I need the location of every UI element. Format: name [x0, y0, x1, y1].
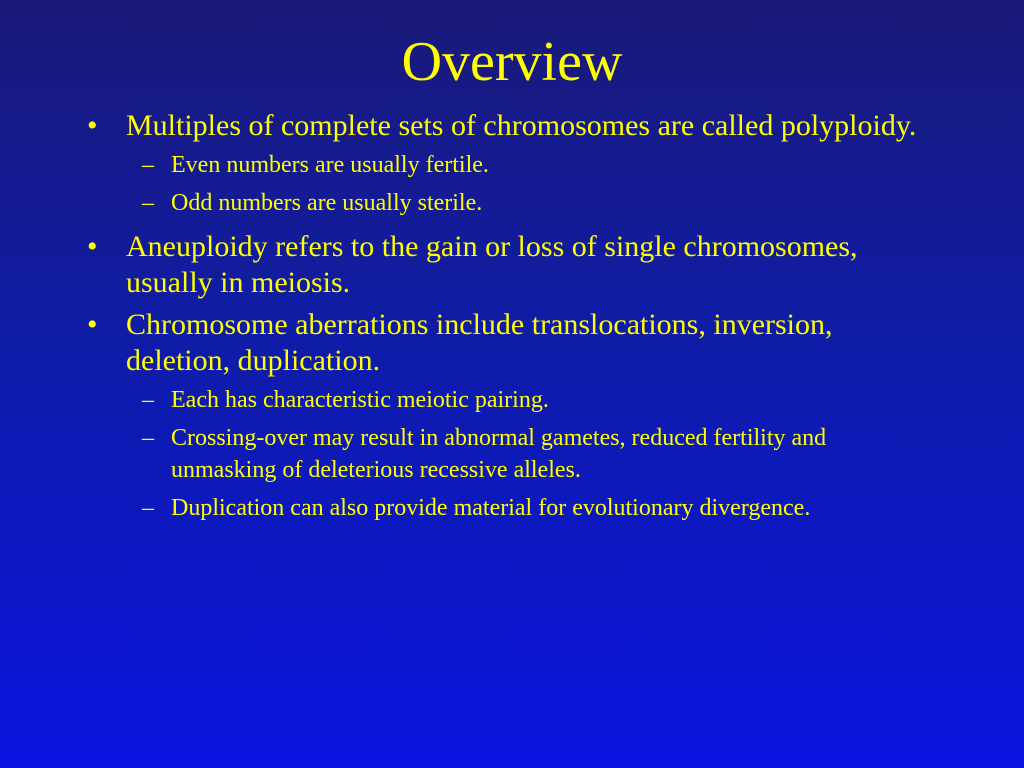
bullet-marker: •: [87, 308, 98, 341]
bullet-text: Aneuploidy refers to the gain or loss of single chromosomes, usually in meiosis.: [126, 230, 858, 299]
sub-bullet-text: Crossing-over may result in abnormal gametes, reduced fertility and unmasking of deleterious recessive alleles.: [171, 425, 827, 483]
bullet-text: Chromosome aberrations include translocations, inversion, deletion, duplication.: [126, 308, 833, 377]
dash-marker: –: [142, 495, 154, 521]
bullet-item: [82, 108, 942, 219]
sub-bullet-text: Odd numbers are usually sterile.: [171, 190, 483, 216]
sub-bullet-item: [126, 422, 942, 486]
bullet-item: [82, 307, 942, 524]
sub-bullet-item: [126, 149, 942, 181]
sub-bullet-list: [126, 384, 942, 524]
sub-bullet-item: [126, 187, 942, 219]
bullet-item: [82, 229, 942, 301]
sub-bullet-text: Duplication can also provide material for evolutionary divergence.: [171, 495, 811, 521]
slide-title: Overview: [401, 31, 623, 93]
bullet-text: Multiples of complete sets of chromosomes are called polyploidy.: [126, 109, 917, 142]
bullet-list: [82, 108, 942, 534]
dash-marker: –: [142, 387, 154, 413]
dash-marker: –: [142, 152, 154, 178]
bullet-marker: •: [87, 230, 98, 263]
sub-bullet-text: Even numbers are usually fertile.: [171, 152, 489, 178]
sub-bullet-list: [126, 149, 942, 219]
dash-marker: –: [142, 190, 154, 216]
bullet-marker: •: [87, 109, 98, 142]
sub-bullet-item: [126, 384, 942, 416]
dash-marker: –: [142, 425, 154, 451]
sub-bullet-text: Each has characteristic meiotic pairing.: [171, 387, 549, 413]
sub-bullet-item: [126, 492, 942, 524]
